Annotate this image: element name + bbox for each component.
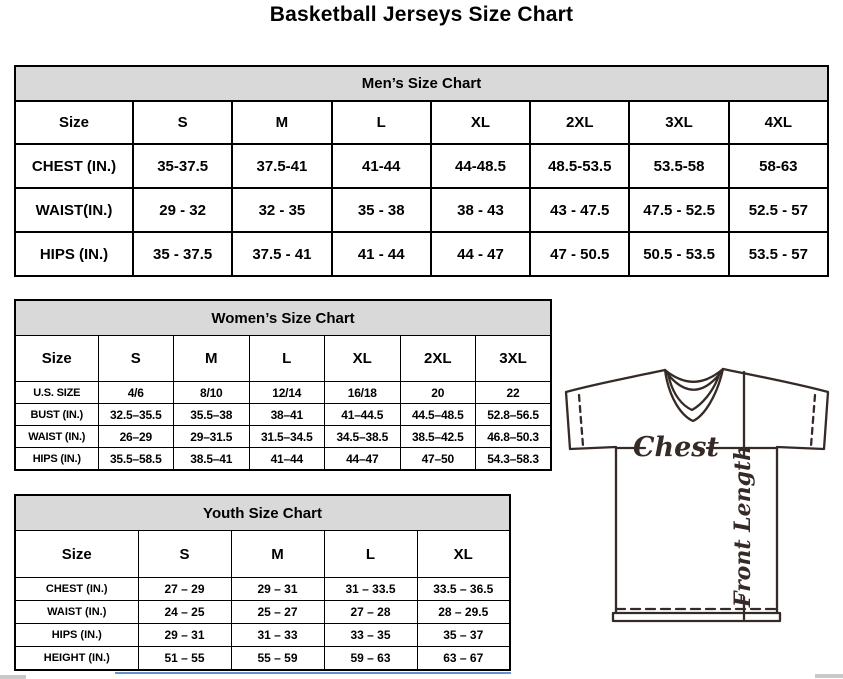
value-cell: 38.5–41 [174,448,250,471]
column-header: 2XL [530,101,629,144]
column-header: L [324,531,417,578]
column-header: L [332,101,431,144]
value-cell: 25 – 27 [231,601,324,624]
chest-label: Chest [633,432,719,463]
value-cell: 52.8–56.5 [476,404,552,426]
row-label: HIPS (IN.) [15,448,98,471]
value-cell: 27 – 29 [138,578,231,601]
value-cell: 47–50 [400,448,476,471]
column-header: S [133,101,232,144]
value-cell: 53.5 - 57 [729,232,828,276]
value-cell: 20 [400,382,476,404]
table-title: Youth Size Chart [15,495,510,531]
value-cell: 35.5–38 [174,404,250,426]
value-cell: 29 - 32 [133,188,232,232]
value-cell: 32.5–35.5 [98,404,174,426]
value-cell: 31 – 33.5 [324,578,417,601]
column-header: XL [431,101,530,144]
value-cell: 47 - 50.5 [530,232,629,276]
column-header: Size [15,101,133,144]
value-cell: 52.5 - 57 [729,188,828,232]
value-cell: 41–44 [249,448,325,471]
left-sleeve-stitch-dashed-line [579,395,583,446]
row-label: HIPS (IN.) [15,624,138,647]
value-cell: 51 – 55 [138,647,231,671]
value-cell: 29–31.5 [174,426,250,448]
mens-size-chart-table [14,65,829,277]
value-cell: 35-37.5 [133,144,232,188]
womens-size-chart-table [14,299,552,471]
value-cell: 63 – 67 [417,647,510,671]
column-header: M [174,336,250,382]
value-cell: 34.5–38.5 [325,426,401,448]
value-cell: 37.5 - 41 [232,232,331,276]
front-length-label: Front Length [730,444,756,608]
column-header: XL [417,531,510,578]
column-header: Size [15,531,138,578]
value-cell: 48.5-53.5 [530,144,629,188]
row-label: BUST (IN.) [15,404,98,426]
table-row [15,578,510,601]
value-cell: 43 - 47.5 [530,188,629,232]
value-cell: 24 – 25 [138,601,231,624]
scrollbar-track-fragment-right[interactable] [815,674,843,678]
value-cell: 54.3–58.3 [476,448,552,471]
column-header: S [138,531,231,578]
table-row [15,647,510,671]
column-header: XL [325,336,401,382]
value-cell: 38 - 43 [431,188,530,232]
table-row [15,404,551,426]
table-row [15,448,551,471]
row-label: CHEST (IN.) [15,578,138,601]
value-cell: 38–41 [249,404,325,426]
value-cell: 33 – 35 [324,624,417,647]
column-header: S [98,336,174,382]
column-header: 3XL [629,101,728,144]
value-cell: 12/14 [249,382,325,404]
table-row [15,382,551,404]
value-cell: 35 - 37.5 [133,232,232,276]
table-title: Women’s Size Chart [15,300,551,336]
value-cell: 22 [476,382,552,404]
column-header: 3XL [476,336,552,382]
value-cell: 41-44 [332,144,431,188]
column-header: M [232,101,331,144]
value-cell: 29 – 31 [231,578,324,601]
value-cell: 8/10 [174,382,250,404]
jersey-hem-band [613,613,780,621]
row-label: WAIST (IN.) [15,601,138,624]
value-cell: 53.5-58 [629,144,728,188]
value-cell: 37.5-41 [232,144,331,188]
column-header: 4XL [729,101,828,144]
column-header: M [231,531,324,578]
value-cell: 55 – 59 [231,647,324,671]
value-cell: 29 – 31 [138,624,231,647]
value-cell: 33.5 – 36.5 [417,578,510,601]
table-row [15,144,828,188]
column-header: 2XL [400,336,476,382]
value-cell: 41–44.5 [325,404,401,426]
value-cell: 41 - 44 [332,232,431,276]
table-row [15,188,828,232]
jersey-measurement-diagram [557,358,840,643]
value-cell: 4/6 [98,382,174,404]
value-cell: 44 - 47 [431,232,530,276]
table-row [15,426,551,448]
value-cell: 59 – 63 [324,647,417,671]
value-cell: 35 - 38 [332,188,431,232]
scrollbar-track-fragment-left[interactable] [0,675,26,679]
table-underline-accent [115,672,511,674]
column-header: Size [15,336,98,382]
table-row [15,624,510,647]
row-label: HIPS (IN.) [15,232,133,276]
youth-size-chart-table [14,494,511,671]
value-cell: 35 – 37 [417,624,510,647]
row-label: WAIST(IN.) [15,188,133,232]
row-label: WAIST (IN.) [15,426,98,448]
value-cell: 44–47 [325,448,401,471]
value-cell: 44-48.5 [431,144,530,188]
value-cell: 46.8–50.3 [476,426,552,448]
table-row [15,601,510,624]
value-cell: 47.5 - 52.5 [629,188,728,232]
column-header: L [249,336,325,382]
row-label: CHEST (IN.) [15,144,133,188]
table-row [15,232,828,276]
value-cell: 44.5–48.5 [400,404,476,426]
value-cell: 31 – 33 [231,624,324,647]
right-sleeve-stitch-dashed-line [811,395,815,446]
value-cell: 16/18 [325,382,401,404]
value-cell: 26–29 [98,426,174,448]
value-cell: 35.5–58.5 [98,448,174,471]
page-title: Basketball Jerseys Size Chart [269,3,574,26]
value-cell: 28 – 29.5 [417,601,510,624]
value-cell: 38.5–42.5 [400,426,476,448]
value-cell: 31.5–34.5 [249,426,325,448]
value-cell: 32 - 35 [232,188,331,232]
row-label: U.S. SIZE [15,382,98,404]
table-title: Men’s Size Chart [15,66,828,101]
value-cell: 27 – 28 [324,601,417,624]
value-cell: 58-63 [729,144,828,188]
value-cell: 50.5 - 53.5 [629,232,728,276]
row-label: HEIGHT (IN.) [15,647,138,671]
